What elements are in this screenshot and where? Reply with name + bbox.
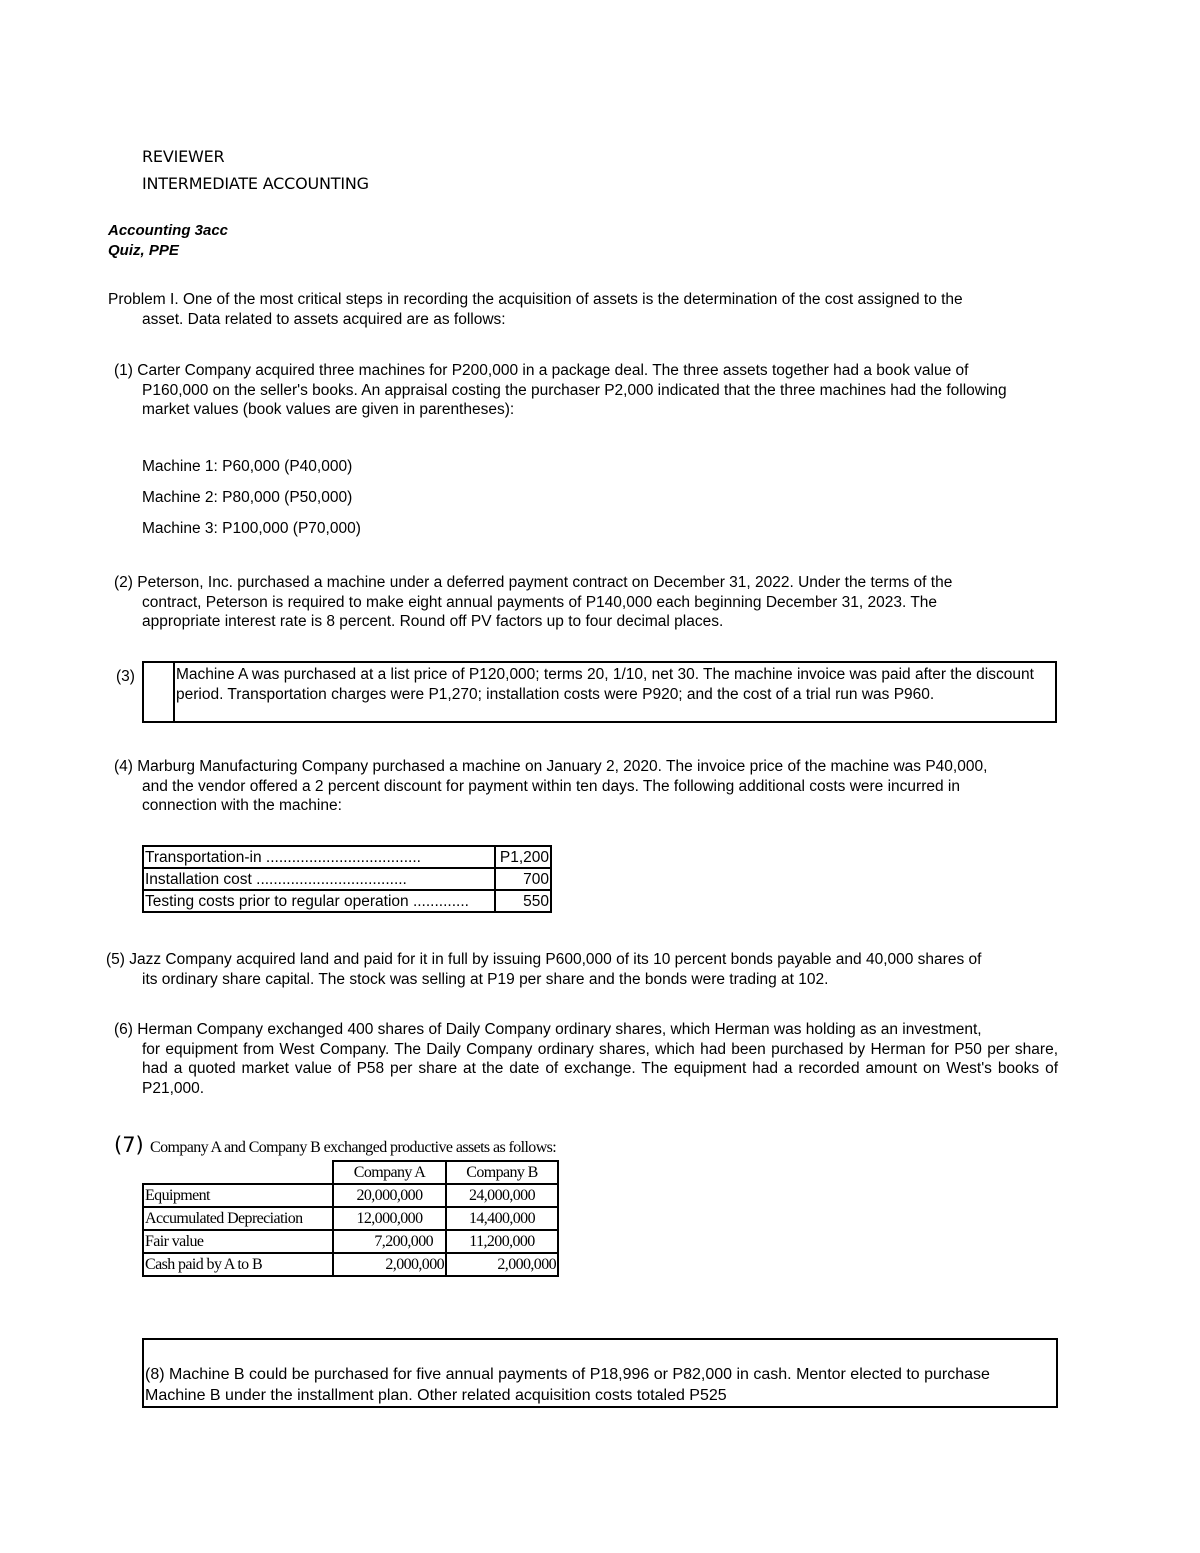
header-company-b: Company B <box>446 1161 558 1184</box>
item-1-first: (1) Carter Company acquired three machines for P200,000 in a package deal. The three assets together had a book value of <box>114 362 969 379</box>
table-row <box>143 1207 558 1230</box>
cost-value: P1,200 <box>495 846 551 868</box>
machine-1-line: Machine 1: P60,000 (P40,000) <box>142 458 353 475</box>
row-label: Fair value <box>143 1230 333 1253</box>
row-label: Accumulated Depreciation <box>143 1207 333 1230</box>
company-b-value: 2,000,000 <box>446 1253 558 1276</box>
cost-label: Testing costs prior to regular operation ............. <box>143 890 495 912</box>
item-3-divider <box>173 663 175 721</box>
item-6-first: (6) Herman Company exchanged 400 shares of Daily Company ordinary shares, which Herman was holding as an investment, <box>114 1021 982 1038</box>
company-a-value: 2,000,000 <box>333 1253 446 1276</box>
item-3-box <box>142 661 1057 723</box>
company-b-value: 14,400,000 <box>446 1207 558 1230</box>
item-1 <box>108 361 1048 420</box>
item-5-rest: its ordinary share capital. The stock was selling at P19 per share and the bonds were trading at 102. <box>142 970 829 988</box>
item-5 <box>106 950 1066 989</box>
item-6 <box>108 1020 1058 1098</box>
item-5-first: (5) Jazz Company acquired land and paid for it in full by issuing P600,000 of its 10 percent bonds payable and 40,000 shares of <box>106 951 982 968</box>
company-a-value: 12,000,000 <box>333 1207 446 1230</box>
row-label: Cash paid by A to B <box>143 1253 333 1276</box>
company-a-value: 7,200,000 <box>333 1230 446 1253</box>
item-4 <box>108 757 1058 816</box>
item-8-text: (8) Machine B could be purchased for five annual payments of P18,996 or P82,000 in cash. Mentor elected to purchase Machine B under the installment plan. Other related acquisition costs totaled P525 <box>145 1366 990 1404</box>
company-b-value: 24,000,000 <box>446 1184 558 1207</box>
company-b-value: 11,200,000 <box>446 1230 558 1253</box>
additional-costs-table <box>142 845 552 913</box>
problem-intro-rest: asset. Data related to assets acquired are as follows: <box>142 310 506 328</box>
item-8-box <box>142 1338 1058 1408</box>
table-row <box>143 1230 558 1253</box>
doc-subtitle: INTERMEDIATE ACCOUNTING <box>142 174 369 193</box>
cost-value: 700 <box>495 868 551 890</box>
item-3-text: Machine A was purchased at a list price of P120,000; terms 20, 1/10, net 30. The machine invoice was paid after the discount period. Transportation charges were P1,270; installation costs were P920; and the cost of a trial run was P960. <box>176 666 1034 703</box>
doc-title: REVIEWER <box>142 147 225 166</box>
company-a-value: 20,000,000 <box>333 1184 446 1207</box>
cost-value: 550 <box>495 890 551 912</box>
item-2-rest: contract, Peterson is required to make eight annual payments of P140,000 each beginning December 31, 2023. The appropriate interest rate is 8 percent. Round off PV factors up to four decimal places. <box>142 593 938 630</box>
header-blank <box>143 1161 333 1184</box>
table-row <box>143 1253 558 1276</box>
item-4-first: (4) Marburg Manufacturing Company purchased a machine on January 2, 2020. The invoice price of the machine was P40,000, <box>114 758 988 775</box>
header-company-a: Company A <box>333 1161 446 1184</box>
item-4-rest: and the vendor offered a 2 percent discount for payment within ten days. The following additional costs were incurred in connection with the machine: <box>142 777 960 814</box>
table-row <box>143 846 551 868</box>
table-row <box>143 1184 558 1207</box>
item-2 <box>108 573 1058 632</box>
machine-2-line: Machine 2: P80,000 (P50,000) <box>142 489 353 506</box>
course-name: Accounting 3acc <box>108 222 229 239</box>
problem-intro <box>108 290 1058 329</box>
item-7-number: (7) <box>114 1133 144 1157</box>
cost-label: Transportation-in .................................... <box>143 846 495 868</box>
table-row <box>143 868 551 890</box>
cost-label: Installation cost ................................... <box>143 868 495 890</box>
table-row <box>143 890 551 912</box>
table-header-row <box>143 1161 558 1184</box>
item-3-number: (3) <box>116 668 135 685</box>
item-2-first: (2) Peterson, Inc. purchased a machine under a deferred payment contract on December 31, 2022. Under the terms of the <box>114 574 953 591</box>
item-6-rest: for equipment from West Company. The Daily Company ordinary shares, which had been purchased by Herman for P50 per share, had a quoted market value of P58 per share at the date of exchange. The equipment had a recorded amount on West's books of P21,000. <box>142 1040 1058 1097</box>
row-label: Equipment <box>143 1184 333 1207</box>
machine-3-line: Machine 3: P100,000 (P70,000) <box>142 520 361 537</box>
quiz-name: Quiz, PPE <box>108 242 179 259</box>
item-7-text: Company A and Company B exchanged productive assets as follows: <box>150 1139 557 1156</box>
exchange-table <box>142 1160 559 1277</box>
item-1-rest: P160,000 on the seller's books. An appraisal costing the purchaser P2,000 indicated that the three machines had the following market values (book values are given in parentheses): <box>142 381 1007 418</box>
problem-intro-first: Problem I. One of the most critical steps in recording the acquisition of assets is the determination of the cost assigned to the <box>108 291 963 308</box>
